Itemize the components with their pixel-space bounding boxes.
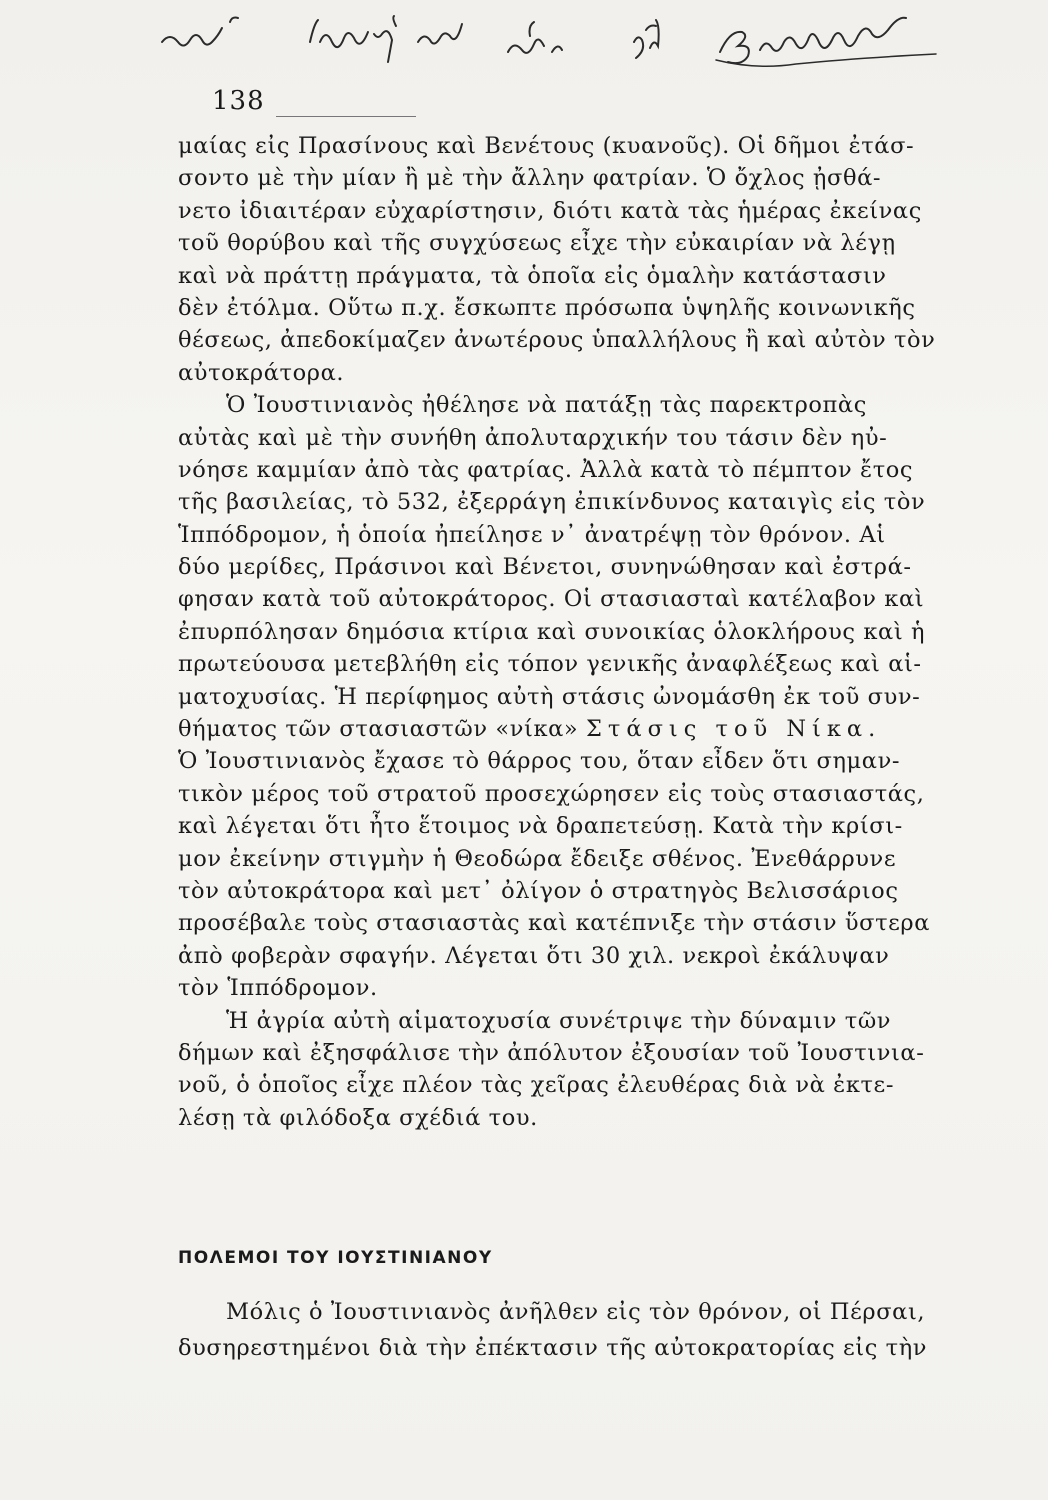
text-line: τὸν Ἱππόδρομον.: [178, 975, 378, 1002]
text-line: τικὸν μέρος τοῦ στρατοῦ προσεχώρησεν εἰς τοὺς στασιαστάς,: [178, 780, 925, 807]
main-text: [178, 130, 1046, 1134]
text-line: φησαν κατὰ τοῦ αὐτοκράτορος. Οἱ στασιασταὶ κατέλαβον καὶ: [178, 586, 925, 613]
text-line: θέσεως, ἀπεδοκίμαζεν ἀνωτέρους ὑπαλλήλους ἢ καὶ αὐτὸν τὸν: [178, 327, 936, 354]
paragraph-1: [178, 130, 1046, 389]
text-line: Ὁ Ἰουστινιανὸς ἔχασε τὸ θάρρος του, ὅταν εἶδεν ὅτι σημαν-: [178, 748, 901, 775]
text-line: δυσηρεστημένοι διὰ τὴν ἐπέκτασιν τῆς αὐτοκρατορίας εἰς τὴν: [178, 1335, 928, 1361]
text-line: νοῦ, ὁ ὁποῖος εἶχε πλέον τὰς χεῖρας ἐλευθέρας διὰ νὰ ἐκτε-: [178, 1072, 895, 1099]
text-line: ἐπυρπόλησαν δημόσια κτίρια καὶ συνοικίας ὁλοκλήρους καὶ ἡ: [178, 618, 926, 645]
text-line: ἀπὸ φοβερὰν σφαγήν. Λέγεται ὅτι 30 χιλ. νεκροὶ ἐκάλυψαν: [178, 942, 890, 969]
text-line: λέσῃ τὰ φιλόδοξα σχέδιά του.: [178, 1104, 538, 1131]
text-line: δύο μερίδες, Πράσινοι καὶ Βένετοι, συνηνώθησαν καὶ ἐστρά-: [178, 554, 912, 581]
section-heading: ΠΟΛΕΜΟΙ ΤΟΥ ΙΟΥΣΤΙΝΙΑΝΟΥ: [178, 1248, 493, 1268]
text-line: δὲν ἐτόλμα. Οὕτω π.χ. ἔσκωπτε πρόσωπα ὑψηλῆς κοινωνικῆς: [178, 294, 916, 321]
text-line: σοντο μὲ τὴν μίαν ἢ μὲ τὴν ἄλλην φατρίαν. Ὁ ὄχλος ᾐσθά-: [178, 165, 882, 192]
text-line: [178, 713, 1046, 745]
text-line: τοῦ θορύβου καὶ τῆς συγχύσεως εἶχε τὴν εὐκαιρίαν νὰ λέγῃ: [178, 230, 896, 257]
text-line: μαίας εἰς Πρασίνους καὶ Βενέτους (κυανοῦς). Οἱ δῆμοι ἐτάσ-: [178, 133, 915, 159]
text-segment: θήματος τῶν στασιαστῶν «νίκα»: [178, 716, 587, 743]
text-line: καὶ λέγεται ὅτι ἦτο ἕτοιμος νὰ δραπετεύσῃ. Κατὰ τὴν κρίσι-: [178, 813, 903, 840]
text-line: νετο ἰδιαιτέραν εὐχαρίστησιν, διότι κατὰ τὰς ἡμέρας ἐκείνας: [178, 197, 922, 224]
paragraph-3: [178, 1005, 1046, 1135]
header-rule: [276, 116, 416, 117]
text-line: ματοχυσίας. Ἡ περίφημος αὐτὴ στάσις ὠνομάσθη ἐκ τοῦ συν-: [178, 683, 921, 710]
page-number: 138: [212, 86, 265, 116]
text-line: δήμων καὶ ἐξησφάλισε τὴν ἀπόλυτον ἐξουσίαν τοῦ Ἰουστινια-: [178, 1039, 925, 1066]
text-line: τὸν αὐτοκράτορα καὶ μετ᾿ ὀλίγον ὁ στρατηγὸς Βελισσάριος: [178, 877, 899, 904]
text-line: μον ἐκείνην στιγμὴν ἡ Θεοδώρα ἔδειξε σθένος. Ἐνεθάρρυνε: [178, 845, 897, 872]
text-line: Μόλις ὁ Ἰουστινιανὸς ἀνῆλθεν εἰς τὸν θρόνον, οἱ Πέρσαι,: [226, 1299, 926, 1325]
text-line: αὐτὰς καὶ μὲ τὴν συνήθη ἀπολυταρχικήν του τάσιν δὲν ηὐ-: [178, 424, 888, 451]
text-line: Ἱππόδρομον, ἡ ὁποία ἠπείλησε ν᾿ ἀνατρέψῃ τὸν θρόνον. Αἱ: [178, 521, 886, 548]
handwritten-annotation: [160, 12, 940, 82]
text-line: καὶ νὰ πράττῃ πράγματα, τὰ ὁποῖα εἰς ὁμαλὴν κατάστασιν: [178, 262, 887, 289]
text-line: Ὁ Ἰουστινιανὸς ἠθέλησε νὰ πατάξῃ τὰς παρεκτροπὰς: [226, 392, 867, 419]
spaced-term: Στάσις τοῦ Νίκα.: [586, 716, 882, 743]
text-line: πρωτεύουσα μετεβλήθη εἰς τόπον γενικῆς ἀναφλέξεως καὶ αἱ-: [178, 651, 922, 678]
paragraph-2: [178, 389, 1046, 1004]
text-line: αὐτοκράτορα.: [178, 359, 345, 386]
text-line: προσέβαλε τοὺς στασιαστὰς καὶ κατέπνιξε τὴν στάσιν ὕστερα: [178, 910, 931, 937]
section-text: [178, 1294, 1046, 1366]
text-line: τῆς βασιλείας, τὸ 532, ἐξερράγη ἐπικίνδυνος καταιγὶς εἰς τὸν: [178, 489, 926, 516]
text-line: νόησε καμμίαν ἀπὸ τὰς φατρίας. Ἀλλὰ κατὰ τὸ πέμπτον ἔτος: [178, 456, 914, 483]
text-line: Ἡ ἀγρία αὐτὴ αἱματοχυσία συνέτριψε τὴν δύναμιν τῶν: [226, 1007, 892, 1034]
